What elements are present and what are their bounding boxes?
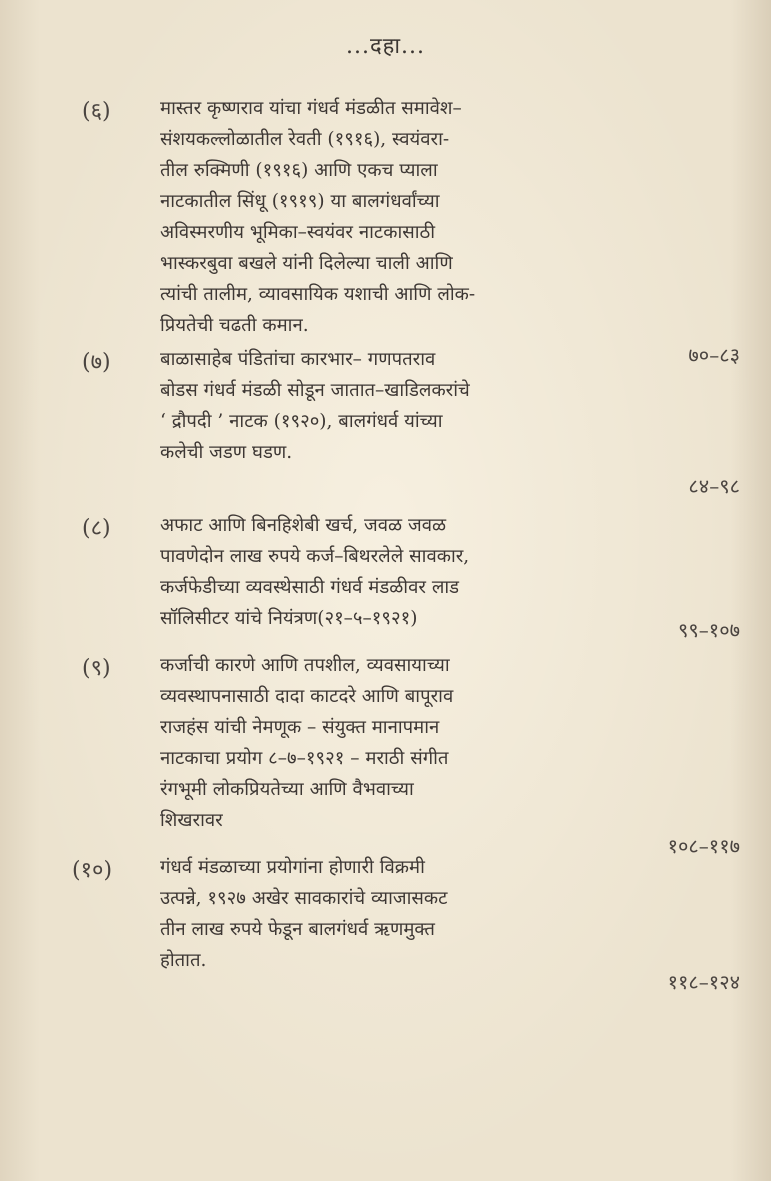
entry-line: पावणेदोन लाख रुपये कर्ज–बिथरलेले सावकार, bbox=[160, 546, 470, 567]
entry-line: संशयकल्लोळातील रेवती (१९१६), स्वयंवरा- bbox=[160, 129, 450, 150]
entry-line: बोडस गंधर्व मंडळी सोडून जातात–खाडिलकरांचे bbox=[160, 380, 470, 401]
entry-number: (१०) bbox=[72, 858, 113, 883]
entry-line: अविस्मरणीय भूमिका–स्वयंवर नाटकासाठी bbox=[160, 222, 436, 243]
entry-line: होतात. bbox=[160, 950, 207, 971]
entry-number: (८) bbox=[82, 516, 111, 541]
entry-line: ‘ द्रौपदी ’ नाटक (१९२०), बालगंधर्व यांच्या bbox=[160, 411, 443, 432]
entry-line: तीन लाख रुपये फेडून बालगंधर्व ऋणमुक्त bbox=[160, 919, 435, 940]
entry-page-range: १०८–११७ bbox=[667, 834, 740, 858]
entry-line: राजहंस यांची नेमणूक – संयुक्त मानापमान bbox=[160, 717, 440, 738]
entry-line: नाटकातील सिंधू (१९१९) या बालगंधर्वांच्या bbox=[160, 191, 440, 212]
entry-number: (७) bbox=[82, 350, 111, 375]
entry-page-range: ७०–८३ bbox=[688, 343, 740, 367]
entry-line: मास्तर कृष्णराव यांचा गंधर्व मंडळीत समावेश– bbox=[160, 98, 462, 119]
running-head: ...दहा... bbox=[345, 34, 426, 59]
entry-number: (६) bbox=[82, 99, 111, 124]
entry-line: तील रुक्मिणी (१९१६) आणि एकच प्याला bbox=[160, 160, 438, 181]
entry-page-range: ९९–१०७ bbox=[678, 618, 740, 642]
entry-description bbox=[160, 93, 600, 341]
entry-line: रंगभूमी लोकप्रियतेच्या आणि वैभवाच्या bbox=[160, 779, 414, 800]
entry-line: उत्पन्ने, १९२७ अखेर सावकारांचे व्याजासकट bbox=[160, 888, 448, 909]
entry-number: (९) bbox=[82, 656, 111, 681]
entry-page-range: ८४–९८ bbox=[688, 474, 740, 498]
entry-line: भास्करबुवा बखले यांनी दिलेल्या चाली आणि bbox=[160, 253, 453, 274]
entry-line: बाळासाहेब पंडितांचा कारभार– गणपतराव bbox=[160, 349, 436, 370]
entry-page-range: ११८–१२४ bbox=[667, 970, 740, 994]
entry-line: प्रियतेची चढती कमान. bbox=[160, 315, 309, 336]
entry-line: नाटकाचा प्रयोग ८–७–१९२१ – मराठी संगीत bbox=[160, 748, 449, 769]
entry-description bbox=[160, 344, 600, 468]
entry-line: त्यांची तालीम, व्यावसायिक यशाची आणि लोक- bbox=[160, 284, 476, 305]
entry-line: सॉलिसीटर यांचे नियंत्रण(२१–५–१९२१) bbox=[160, 608, 418, 629]
entry-line: कर्जफेडीच्या व्यवस्थेसाठी गंधर्व मंडळीवर लाड bbox=[160, 577, 460, 598]
entry-line: अफाट आणि बिनहिशेबी खर्च, जवळ जवळ bbox=[160, 515, 447, 536]
entry-description bbox=[160, 852, 600, 976]
entry-line: कलेची जडण घडण. bbox=[160, 442, 293, 463]
entry-line: गंधर्व मंडळाच्या प्रयोगांना होणारी विक्रमी bbox=[160, 857, 425, 878]
entry-line: शिखरावर bbox=[160, 810, 223, 831]
entry-line: कर्जाची कारणे आणि तपशील, व्यवसायाच्या bbox=[160, 655, 450, 676]
entry-description bbox=[160, 650, 600, 836]
entry-line: व्यवस्थापनासाठी दादा काटदरे आणि बापूराव bbox=[160, 686, 454, 707]
entry-description bbox=[160, 510, 600, 634]
